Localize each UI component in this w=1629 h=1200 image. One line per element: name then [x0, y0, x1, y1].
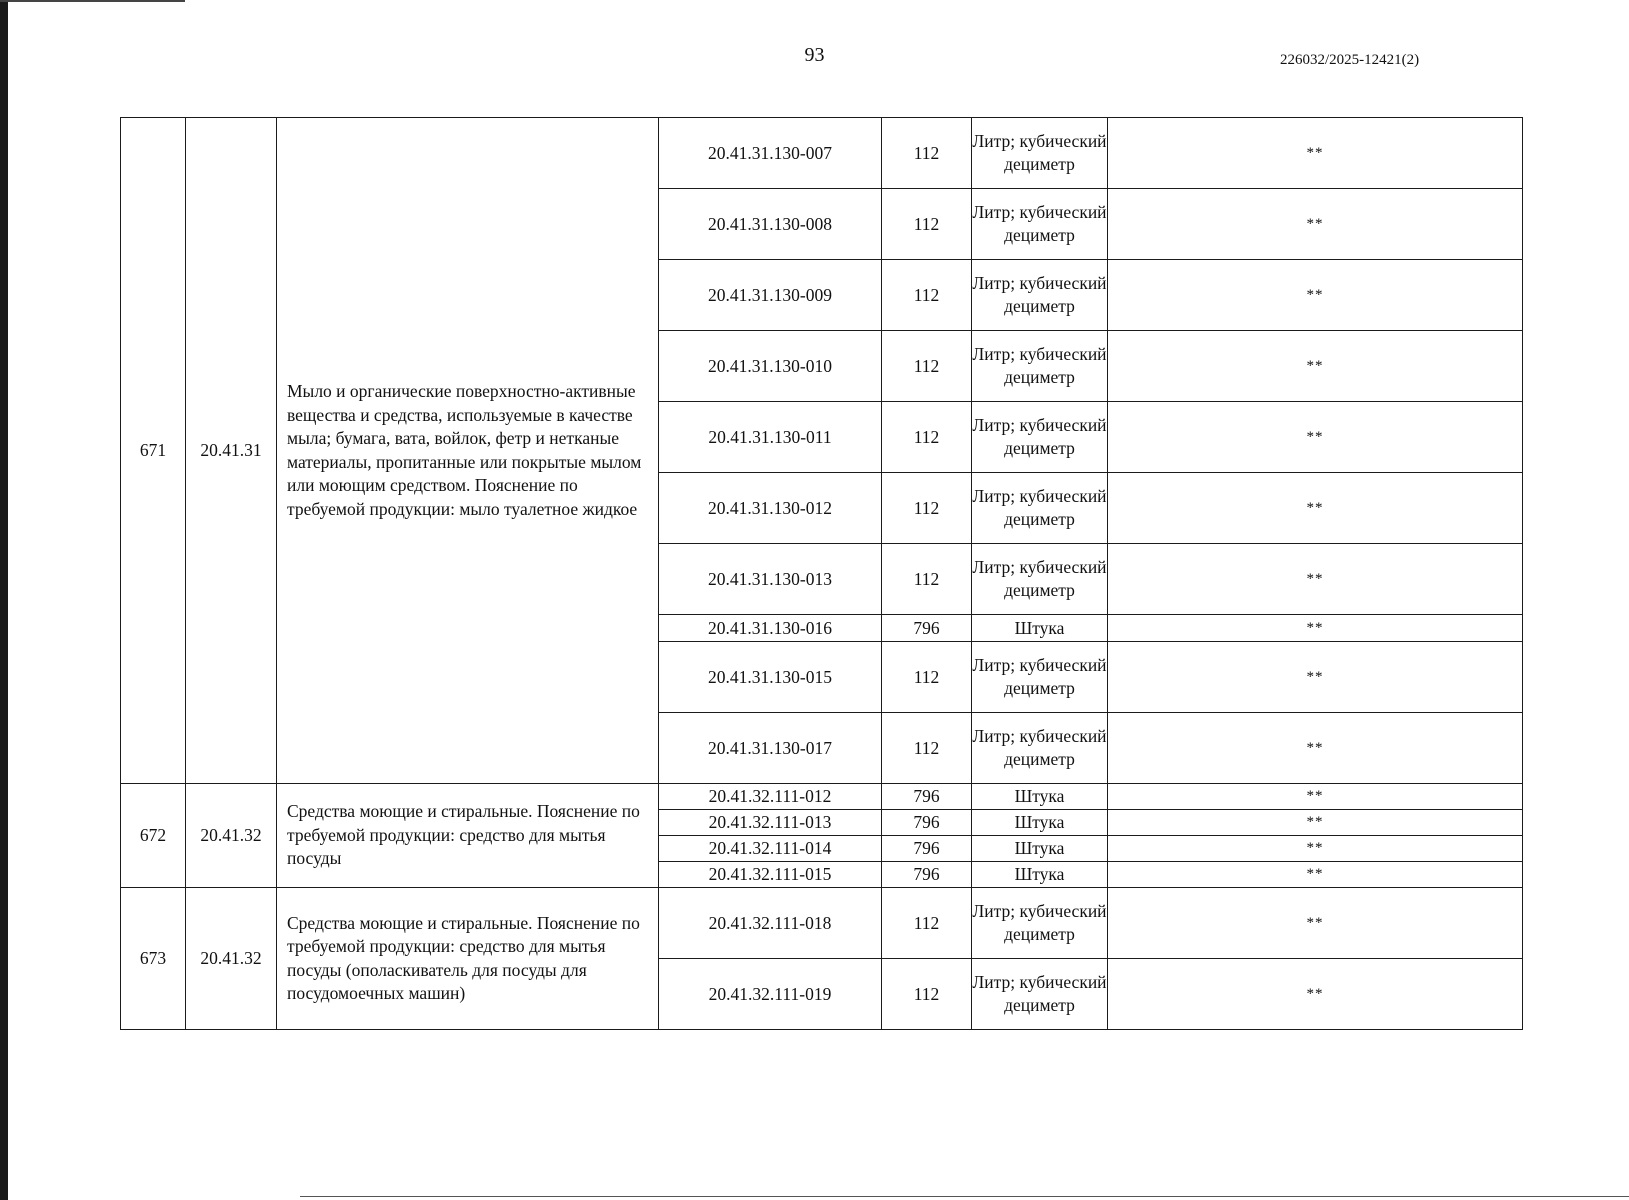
okei-code: 112 [882, 888, 972, 959]
mark-cell: ** [1108, 888, 1523, 959]
ktru-code: 20.41.31.130-016 [659, 615, 882, 642]
okei-code: 796 [882, 615, 972, 642]
scan-edge-left [0, 0, 8, 1200]
scan-edge-top [0, 0, 185, 2]
item-number: 671 [121, 118, 186, 784]
okpd-code: 20.41.31 [186, 118, 277, 784]
okei-code: 112 [882, 189, 972, 260]
page-number: 93 [804, 44, 825, 66]
unit-name: Штука [972, 615, 1108, 642]
ktru-code: 20.41.31.130-017 [659, 713, 882, 784]
ktru-code: 20.41.32.111-013 [659, 810, 882, 836]
mark-cell: ** [1108, 402, 1523, 473]
mark-cell: ** [1108, 959, 1523, 1030]
unit-name: Штука [972, 836, 1108, 862]
unit-name: Литр; кубический дециметр [972, 331, 1108, 402]
mark-cell: ** [1108, 260, 1523, 331]
okei-code: 112 [882, 544, 972, 615]
okei-code: 112 [882, 260, 972, 331]
mark-cell: ** [1108, 713, 1523, 784]
ktru-code: 20.41.31.130-015 [659, 642, 882, 713]
unit-name: Литр; кубический дециметр [972, 888, 1108, 959]
item-number: 672 [121, 784, 186, 888]
mark-cell: ** [1108, 784, 1523, 810]
products-table [120, 117, 1523, 1030]
unit-name: Литр; кубический дециметр [972, 642, 1108, 713]
unit-name: Литр; кубический дециметр [972, 713, 1108, 784]
mark-cell: ** [1108, 473, 1523, 544]
mark-cell: ** [1108, 862, 1523, 888]
ktru-code: 20.41.32.111-019 [659, 959, 882, 1030]
ktru-code: 20.41.31.130-011 [659, 402, 882, 473]
okei-code: 112 [882, 118, 972, 189]
okpd-code: 20.41.32 [186, 888, 277, 1030]
ktru-code: 20.41.32.111-018 [659, 888, 882, 959]
ktru-code: 20.41.31.130-009 [659, 260, 882, 331]
okei-code: 796 [882, 784, 972, 810]
ktru-code: 20.41.31.130-012 [659, 473, 882, 544]
okei-code: 112 [882, 642, 972, 713]
okei-code: 796 [882, 810, 972, 836]
unit-name: Литр; кубический дециметр [972, 959, 1108, 1030]
unit-name: Литр; кубический дециметр [972, 260, 1108, 331]
ktru-code: 20.41.31.130-013 [659, 544, 882, 615]
ktru-code: 20.41.32.111-015 [659, 862, 882, 888]
mark-cell: ** [1108, 642, 1523, 713]
ktru-code: 20.41.31.130-010 [659, 331, 882, 402]
unit-name: Штука [972, 862, 1108, 888]
okei-code: 112 [882, 331, 972, 402]
unit-name: Штука [972, 784, 1108, 810]
okei-code: 112 [882, 713, 972, 784]
okei-code: 796 [882, 862, 972, 888]
unit-name: Литр; кубический дециметр [972, 544, 1108, 615]
okei-code: 796 [882, 836, 972, 862]
mark-cell: ** [1108, 544, 1523, 615]
scan-edge-bottom [300, 1196, 1629, 1197]
item-number: 673 [121, 888, 186, 1030]
mark-cell: ** [1108, 118, 1523, 189]
item-description: Мыло и органические поверхностно-активные вещества и средства, используемые в качестве мыла; бумага, вата, войлок, фетр и нетканые материалы, пропитанные или покрытые мылом или моющим средством. Пояснение по требуемой продукции: мыло туалетное жидкое [277, 118, 659, 784]
mark-cell: ** [1108, 836, 1523, 862]
ktru-code: 20.41.31.130-007 [659, 118, 882, 189]
okei-code: 112 [882, 402, 972, 473]
unit-name: Литр; кубический дециметр [972, 402, 1108, 473]
table-row [121, 784, 1523, 810]
okei-code: 112 [882, 473, 972, 544]
table-row [121, 888, 1523, 959]
unit-name: Литр; кубический дециметр [972, 473, 1108, 544]
item-description: Средства моющие и стиральные. Пояснение по требуемой продукции: средство для мытья посуды (ополаскиватель для посуды для посудомоечных машин) [277, 888, 659, 1030]
item-description: Средства моющие и стиральные. Пояснение по требуемой продукции: средство для мытья посуды [277, 784, 659, 888]
unit-name: Литр; кубический дециметр [972, 189, 1108, 260]
mark-cell: ** [1108, 810, 1523, 836]
unit-name: Штука [972, 810, 1108, 836]
mark-cell: ** [1108, 189, 1523, 260]
mark-cell: ** [1108, 615, 1523, 642]
document-number: 226032/2025-12421(2) [1280, 52, 1420, 68]
okei-code: 112 [882, 959, 972, 1030]
ktru-code: 20.41.32.111-014 [659, 836, 882, 862]
ktru-code: 20.41.31.130-008 [659, 189, 882, 260]
okpd-code: 20.41.32 [186, 784, 277, 888]
unit-name: Литр; кубический дециметр [972, 118, 1108, 189]
mark-cell: ** [1108, 331, 1523, 402]
table-row [121, 118, 1523, 189]
ktru-code: 20.41.32.111-012 [659, 784, 882, 810]
